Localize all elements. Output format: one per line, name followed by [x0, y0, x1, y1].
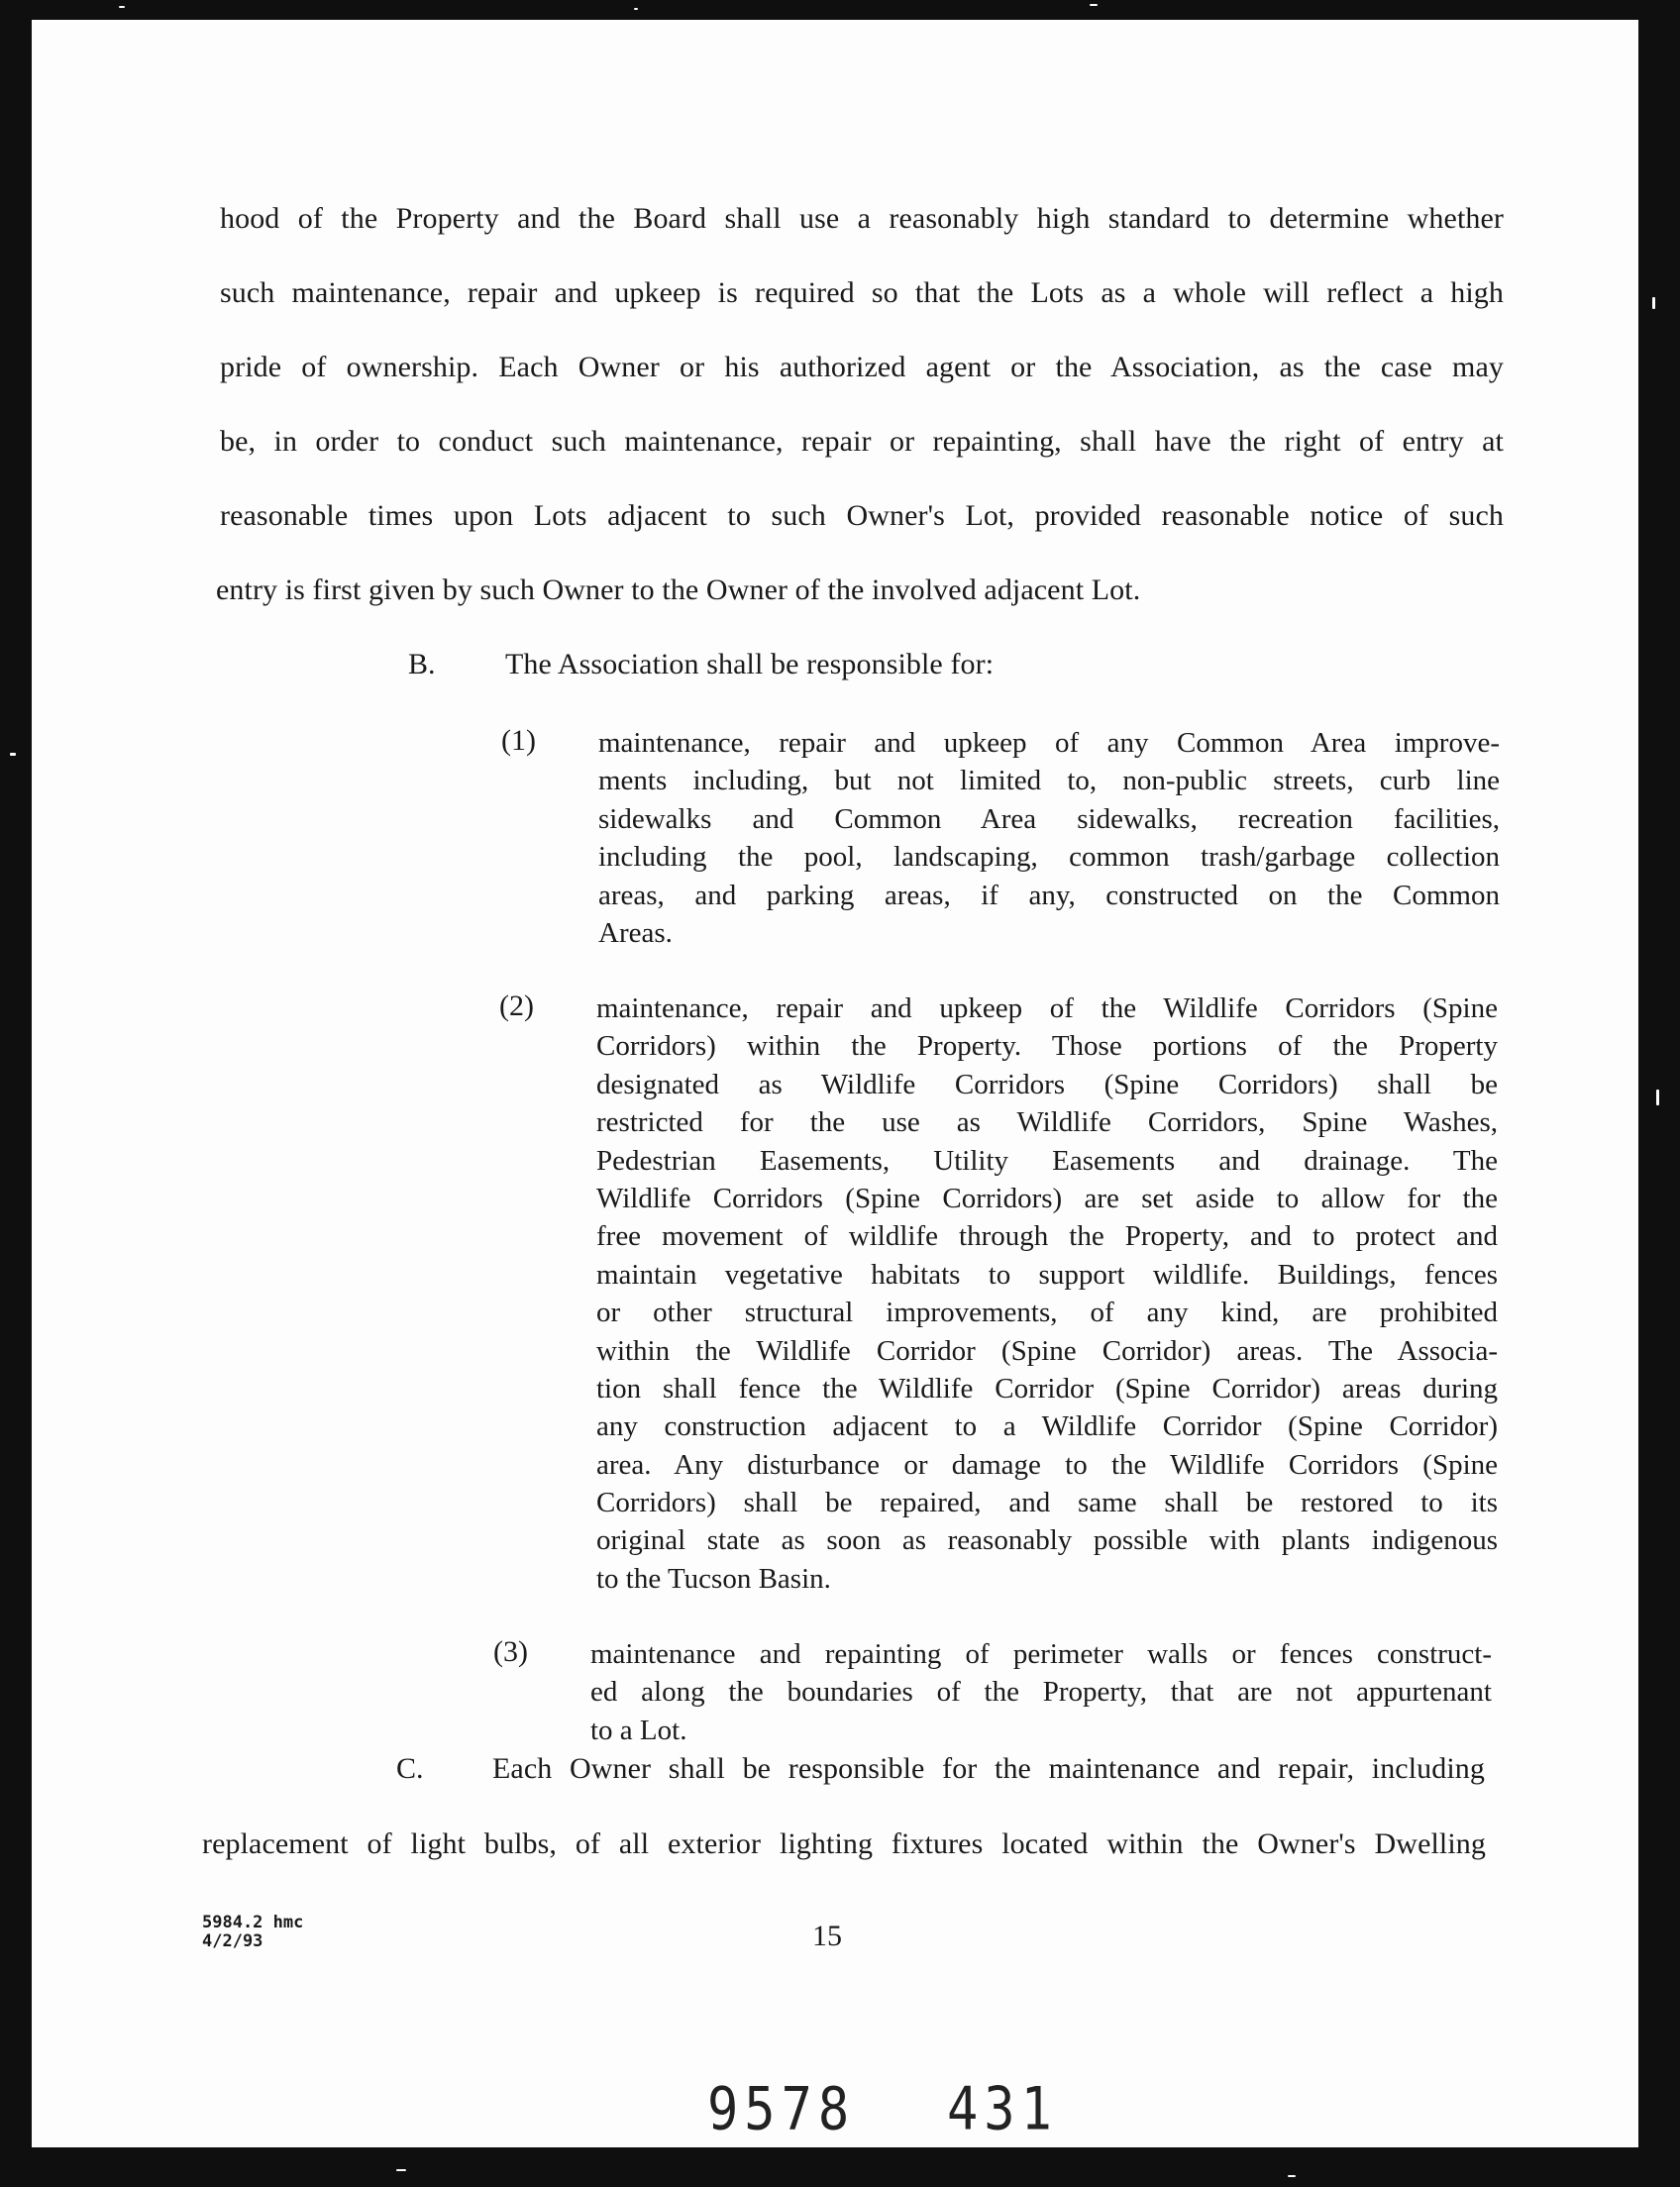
item-line: ed along the boundaries of the Property, that are not appurtenant — [590, 1676, 1492, 1709]
item-line: free movement of wildlife through the Property, and to protect and — [596, 1220, 1498, 1253]
scan-noise — [10, 753, 16, 756]
item-1-label: (1) — [501, 724, 536, 757]
item-line: any construction adjacent to a Wildlife Corridor (Spine Corridor) — [596, 1410, 1498, 1443]
scan-noise — [1288, 2175, 1296, 2177]
item-3-label: (3) — [493, 1635, 528, 1668]
item-line: maintain vegetative habitats to support wildlife. Buildings, fences — [596, 1258, 1498, 1291]
item-line: maintenance and repainting of perimeter walls or fences construct- — [590, 1638, 1492, 1670]
item-line: including the pool, landscaping, common trash/garbage collection — [598, 841, 1500, 874]
item-line: Wildlife Corridors (Spine Corridors) are set aside to allow for the — [596, 1182, 1498, 1214]
page-number: 15 — [812, 1920, 842, 1952]
item-3-text — [590, 1635, 1492, 1749]
item-line: within the Wildlife Corridor (Spine Corridor) areas. The Associa- — [596, 1334, 1498, 1367]
scan-noise — [634, 8, 638, 10]
body-line: such maintenance, repair and upkeep is required so that the Lots as a whole will reflect a high — [220, 276, 1504, 309]
item-line: sidewalks and Common Area sidewalks, recreation facilities, — [598, 802, 1500, 835]
item-2-text — [596, 989, 1498, 1598]
document-code — [202, 1914, 303, 1951]
item-line: Areas. — [598, 916, 673, 949]
item-line: to the Tucson Basin. — [596, 1562, 831, 1595]
item-line: to a Lot. — [590, 1714, 687, 1746]
recording-page-number: 431 — [947, 2075, 1058, 2144]
item-2-label: (2) — [499, 989, 534, 1022]
item-line: areas, and parking areas, if any, constructed on the Common — [598, 879, 1500, 911]
document-code-line: 5984.2 hmc — [202, 1913, 304, 1932]
document-page — [32, 20, 1638, 2147]
body-line: hood of the Property and the Board shall use a reasonably high standard to determine whether — [220, 202, 1504, 235]
section-b-label: B. — [408, 648, 436, 680]
scan-noise — [119, 6, 125, 8]
item-line: area. Any disturbance or damage to the Wildlife Corridors (Spine — [596, 1448, 1498, 1481]
item-1-text — [598, 724, 1500, 952]
recording-book-number: 9578 — [707, 2075, 856, 2144]
item-line: Corridors) within the Property. Those portions of the Property — [596, 1030, 1498, 1063]
body-line: reasonable times upon Lots adjacent to such Owner's Lot, provided reasonable notice of such — [220, 499, 1504, 532]
item-line: restricted for the use as Wildlife Corridors, Spine Washes, — [596, 1106, 1498, 1139]
body-line: pride of ownership. Each Owner or his authorized agent or the Association, as the case may — [220, 351, 1504, 383]
item-line: Pedestrian Easements, Utility Easements and drainage. The — [596, 1144, 1498, 1177]
scan-noise — [396, 2169, 406, 2171]
body-line: be, in order to conduct such maintenance, repair or repainting, shall have the right of entry at — [220, 425, 1504, 458]
scan-noise — [1652, 297, 1655, 309]
document-date: 4/2/93 — [202, 1931, 263, 1951]
scan-noise — [1656, 1090, 1659, 1105]
item-line: original state as soon as reasonably possible with plants indigenous — [596, 1524, 1498, 1557]
body-line: entry is first given by such Owner to the Owner of the involved adjacent Lot. — [216, 573, 1141, 606]
item-line: maintenance, repair and upkeep of any Common Area improve- — [598, 727, 1500, 759]
scan-noise — [1090, 4, 1098, 6]
item-line: maintenance, repair and upkeep of the Wildlife Corridors (Spine — [596, 992, 1498, 1024]
item-line: designated as Wildlife Corridors (Spine Corridors) shall be — [596, 1068, 1498, 1100]
section-b-heading: The Association shall be responsible for: — [505, 648, 995, 680]
item-line: Corridors) shall be repaired, and same shall be restored to its — [596, 1487, 1498, 1519]
section-c-label: C. — [396, 1752, 424, 1785]
item-line: tion shall fence the Wildlife Corridor (Spine Corridor) areas during — [596, 1372, 1498, 1405]
item-line: or other structural improvements, of any kind, are prohibited — [596, 1297, 1498, 1329]
section-c-line: replacement of light bulbs, of all exterior lighting fixtures located within the Owner's Dwelling — [202, 1827, 1486, 1860]
section-c-line: Each Owner shall be responsible for the maintenance and repair, including — [492, 1752, 1485, 1785]
item-line: ments including, but not limited to, non-public streets, curb line — [598, 765, 1500, 797]
